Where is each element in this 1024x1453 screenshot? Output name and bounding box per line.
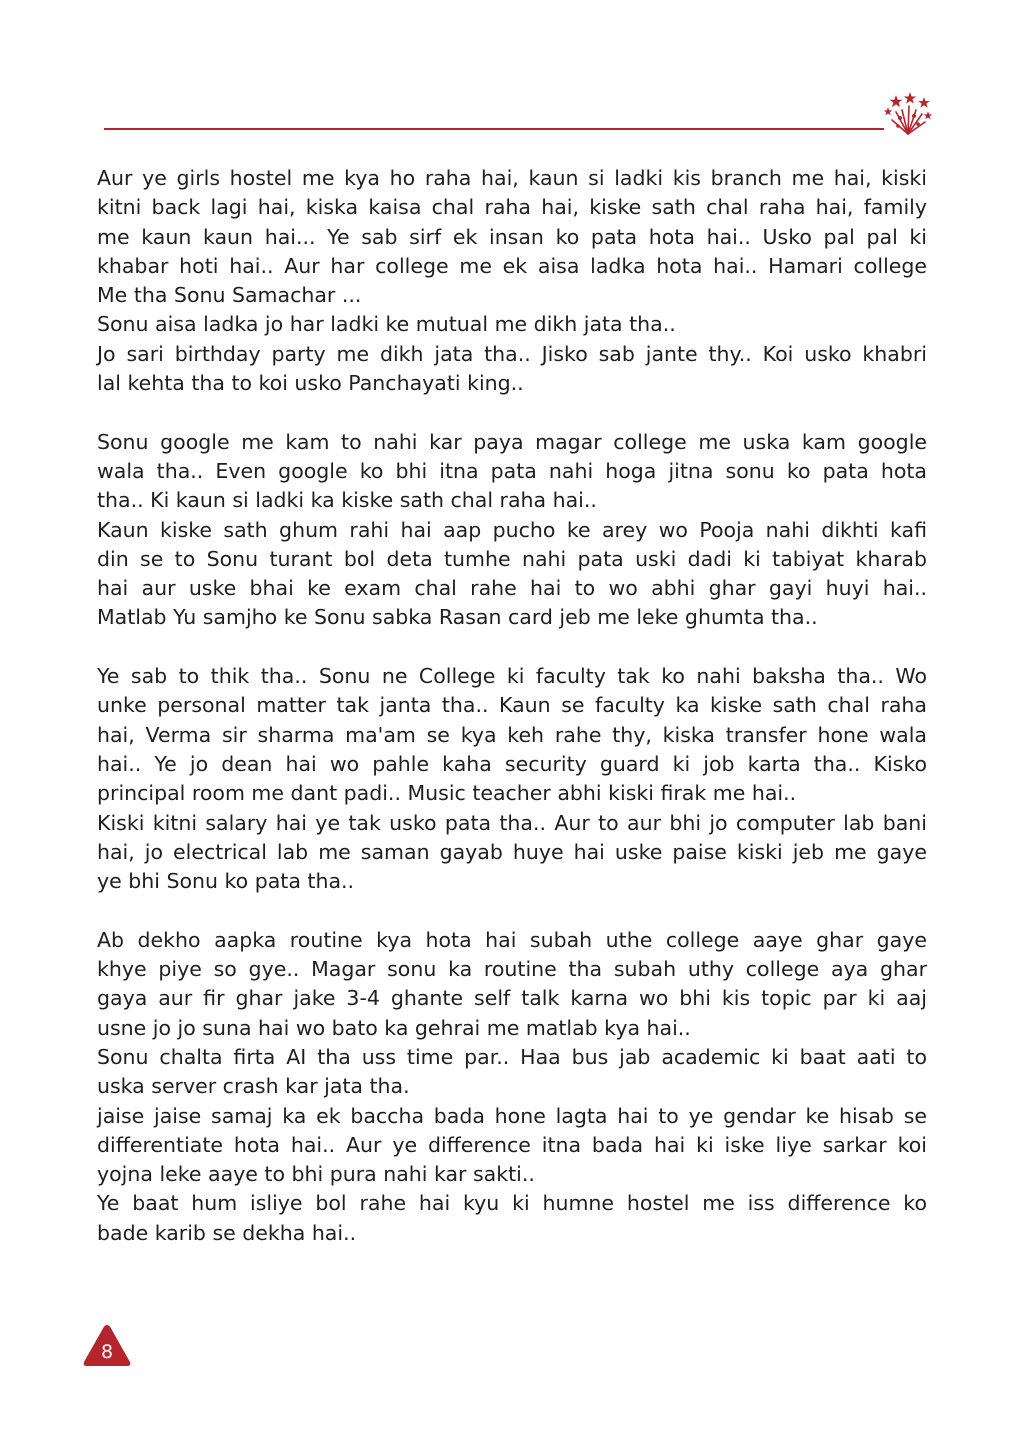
text-line: lal kehta tha to koi usko Panchayati king.. xyxy=(97,371,524,396)
paragraph-2 xyxy=(97,428,927,633)
text-line: usne jo jo suna hai wo bato ka gehrai me matlab kya hai.. xyxy=(97,1015,691,1040)
text-line: bade karib se dekha hai.. xyxy=(97,1220,357,1245)
text-line: din se to Sonu turant bol deta tumhe nahi pata uski dadi ki tabiyat kharab xyxy=(97,546,927,571)
text-line: differentiate hota hai.. Aur ye difference itna bada hai ki iske liye sarkar koi xyxy=(97,1132,927,1157)
text-line: Jo sari birthday party me dikh jata tha.. Jisko sab jante thy.. Koi usko khabri xyxy=(97,341,927,366)
text-line: yojna leke aaye to bhi pura nahi kar sakti.. xyxy=(97,1162,535,1187)
text-line: hai aur uske bhai ke exam chal rahe hai to wo abhi ghar gayi huyi hai.. xyxy=(97,576,927,601)
text-line: principal room me dant padi.. Music teacher abhi kiski firak me hai.. xyxy=(97,781,797,806)
text-line: me kaun kaun hai... Ye sab sirf ek insan ko pata hota hai.. Usko pal pal ki xyxy=(97,224,927,249)
paragraph-1 xyxy=(97,164,927,398)
text-line: Sonu aisa ladka jo har ladki ke mutual me dikh jata tha.. xyxy=(97,312,676,337)
text-line: Ab dekho aapka routine kya hota hai subah uthe college aaye ghar gaye xyxy=(97,927,927,952)
text-line: khabar hoti hai.. Aur har college me ek aisa ladka hota hai.. Hamari college xyxy=(97,253,927,278)
text-line: Sonu google me kam to nahi kar paya magar college me uska kam google xyxy=(97,429,927,454)
text-line: Sonu chalta firta AI tha uss time par.. Haa bus jab academic ki baat aati to xyxy=(97,1044,927,1069)
text-line: gaya aur fir ghar jake 3-4 ghante self talk karna wo bhi kis topic par ki aaj xyxy=(97,986,927,1011)
text-line: ye bhi Sonu ko pata tha.. xyxy=(97,869,355,894)
text-line: Aur ye girls hostel me kya ho raha hai, kaun si ladki kis branch me hai, kiski xyxy=(97,166,927,190)
text-line: Me tha Sonu Samachar ... xyxy=(97,283,362,308)
text-line: hai.. Ye jo dean hai wo pahle kaha security guard ki job karta tha.. Kisko xyxy=(97,751,927,776)
text-line: Kaun kiske sath ghum rahi hai aap pucho ke arey wo Pooja nahi dikhti kafi xyxy=(97,517,927,542)
text-line: Kiski kitni salary hai ye tak usko pata tha.. Aur to aur bhi jo computer lab bani xyxy=(97,810,927,835)
text-line: Matlab Yu samjho ke Sonu sabka Rasan card jeb me leke ghumta tha.. xyxy=(97,605,818,630)
page-number: 8 xyxy=(100,1341,114,1363)
text-line: hai, Verma sir sharma ma'am se kya keh rahe thy, kiska transfer hone wala xyxy=(97,722,927,747)
text-line: Ye baat hum isliye bol rahe hai kyu ki humne hostel me iss difference ko xyxy=(97,1191,927,1216)
fireworks-icon xyxy=(884,92,932,136)
text-line: Ye sab to thik tha.. Sonu ne College ki faculty tak ko nahi baksha tha.. Wo xyxy=(97,664,927,689)
text-line: unke personal matter tak janta tha.. Kaun se faculty ka kiske sath chal raha xyxy=(97,693,927,718)
header-rule xyxy=(104,128,884,130)
text-line: jaise jaise samaj ka ek baccha bada hone lagta hai to ye gendar ke hisab se xyxy=(97,1103,927,1128)
paragraph-4 xyxy=(97,926,927,1248)
text-line: wala tha.. Even google ko bhi itna pata nahi hoga jitna sonu ko pata hota xyxy=(97,458,927,483)
text-line: khye piye so gye.. Magar sonu ka routine tha subah uthy college aya ghar xyxy=(97,957,927,982)
paragraph-3 xyxy=(97,662,927,896)
text-line: uska server crash kar jata tha. xyxy=(97,1074,410,1099)
text-line: kitni back lagi hai, kiska kaisa chal raha hai, kiske sath chal raha hai, family xyxy=(97,195,927,220)
body-text xyxy=(97,164,927,1248)
text-line: hai, jo electrical lab me saman gayab huye hai uske paise kiski jeb me gaye xyxy=(97,839,927,864)
text-line: tha.. Ki kaun si ladki ka kiske sath chal raha hai.. xyxy=(97,488,597,513)
